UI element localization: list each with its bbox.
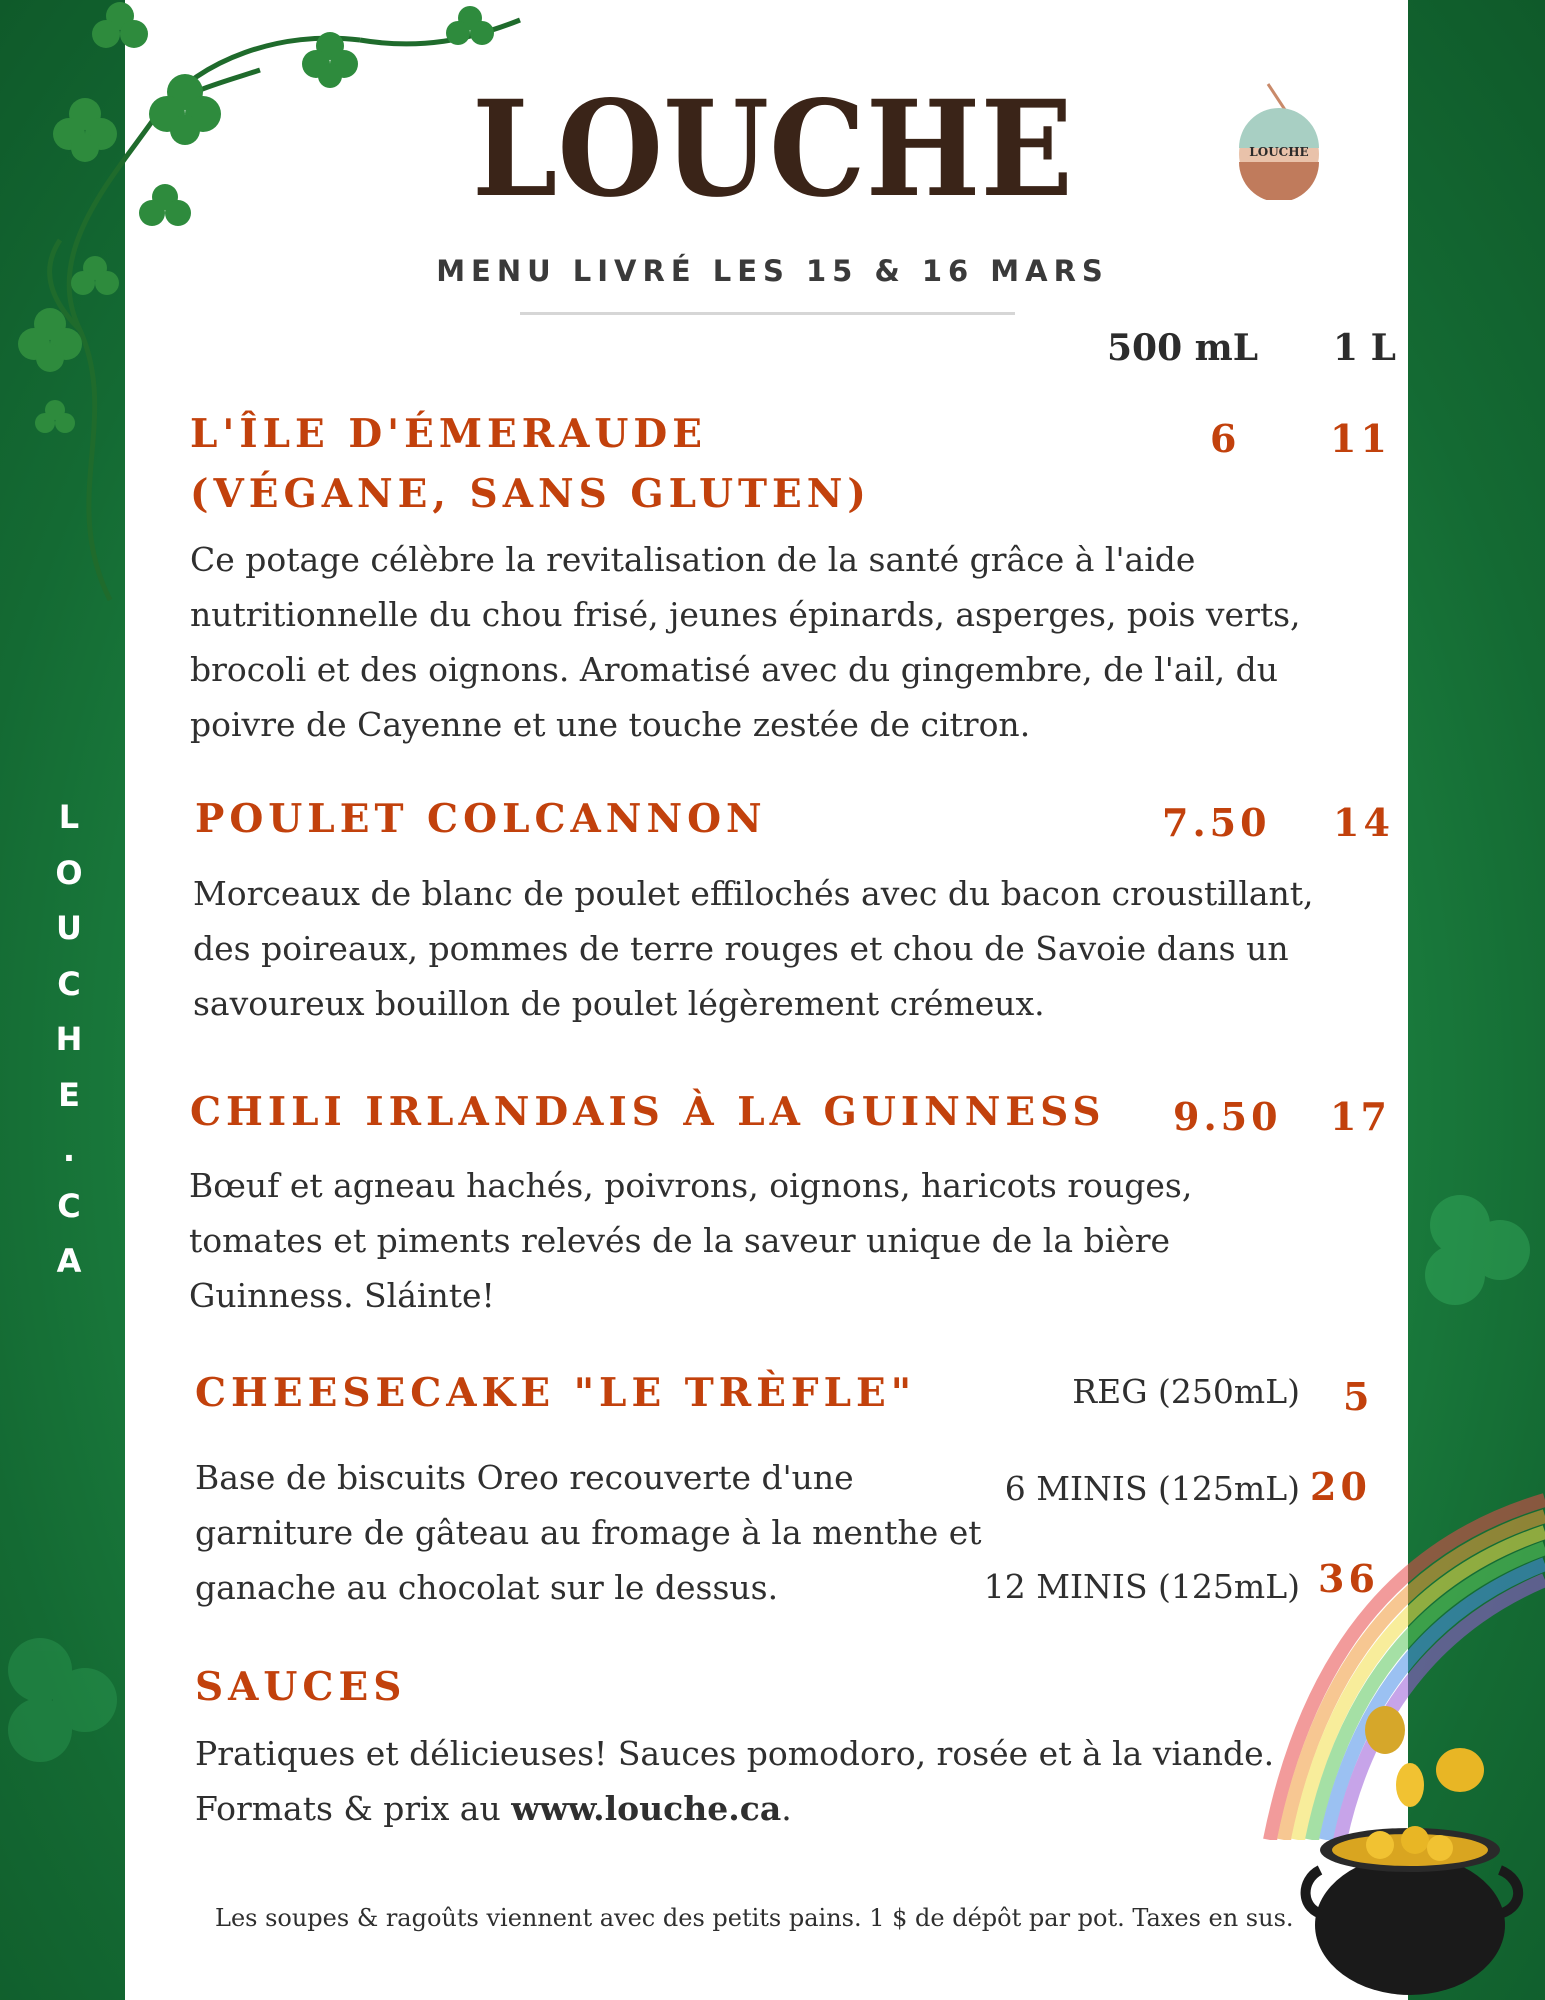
desc-line: brocoli et des oignons. Aromatisé avec du gingembre, de l'ail, du [190,650,1279,689]
desc-line: garniture de gâteau au fromage à la menthe et [195,1513,982,1552]
side-letter: E [58,1075,80,1114]
column-header-1l: 1 L [1333,327,1396,369]
side-letter: C [57,1186,81,1225]
price-6-minis: 20 [1310,1464,1371,1509]
item-name-subtitle: (VÉGANE, SANS GLUTEN) [190,471,871,517]
price-500ml: 6 [1210,416,1241,461]
price-12-minis: 36 [1318,1556,1379,1601]
logo-text: LOUCHE [1249,145,1309,159]
item-description [189,1158,1192,1323]
desc-line: poivre de Cayenne et une touche zestée de citron. [190,705,1031,744]
desc-line: savoureux bouillon de poulet légèrement crémeux. [193,984,1045,1023]
item-description [195,1450,982,1615]
side-letter: A [56,1242,82,1280]
side-letter: L [58,798,80,836]
size-label-6-minis: 6 MINIS (125mL) [1004,1469,1300,1508]
desc-line: des poireaux, pommes de terre rouges et chou de Savoie dans un [193,929,1289,968]
desc-line: Bœuf et agneau hachés, poivrons, oignons, haricots rouges, [189,1166,1193,1205]
brand-logo [1233,82,1325,200]
price-1l: 14 [1333,800,1394,845]
item-name: CHEESECAKE "LE TRÈFLE" [195,1370,917,1416]
price-500ml: 9.50 [1173,1094,1282,1139]
website-link[interactable]: www.louche.ca [511,1789,782,1828]
desc-line: Ce potage célèbre la revitalisation de la santé grâce à l'aide [190,540,1196,579]
side-letter: C [57,964,81,1003]
menu-subtitle: MENU LIVRÉ LES 15 & 16 MARS [436,254,1109,288]
item-name: SAUCES [195,1664,407,1710]
clover-background-decoration [1400,1180,1545,1380]
footer-note: Les soupes & ragoûts viennent avec des petits pains. 1 $ de dépôt par pot. Taxes en sus. [215,1904,1294,1932]
desc-text: Formats & prix au [195,1789,512,1828]
size-label-reg: REG (250mL) [1072,1372,1300,1411]
item-description [195,1726,1274,1836]
desc-line: tomates et piments relevés de la saveur unique de la bière [189,1221,1171,1260]
desc-line: Base de biscuits Oreo recouverte d'une [195,1458,854,1497]
desc-line: Morceaux de blanc de poulet effilochés avec du bacon croustillant, [193,874,1314,913]
side-letter: H [55,1020,83,1058]
item-name: POULET COLCANNON [195,796,767,842]
subtitle-divider [520,312,1015,315]
desc-line: ganache au chocolat sur le dessus. [195,1568,779,1607]
item-name: CHILI IRLANDAIS À LA GUINNESS [190,1089,1106,1135]
price-1l: 11 [1330,416,1391,461]
desc-line-formats [195,1781,1274,1836]
price-reg: 5 [1343,1374,1374,1419]
item-name: L'ÎLE D'ÉMERAUDE [190,411,707,457]
column-header-500ml: 500 mL [1107,327,1259,369]
side-letter: . [62,1131,76,1169]
item-description [193,866,1314,1031]
desc-text: . [781,1789,792,1828]
price-1l: 17 [1330,1094,1391,1139]
clover-background-decoration-left [0,1620,125,1820]
side-letter: U [56,909,82,947]
desc-line: Guinness. Sláinte! [189,1276,495,1315]
size-label-12-minis: 12 MINIS (125mL) [983,1567,1300,1606]
price-500ml: 7.50 [1162,800,1271,845]
page-title: LOUCHE [471,72,1074,227]
desc-line: nutritionnelle du chou frisé, jeunes épinards, asperges, pois verts, [190,595,1301,634]
vertical-website-text [44,790,94,1290]
item-description [190,532,1301,752]
desc-line: Pratiques et délicieuses! Sauces pomodoro, rosée et à la viande. [195,1734,1275,1773]
pot-of-gold-decoration [1290,1700,1540,2000]
side-letter: O [55,853,83,892]
